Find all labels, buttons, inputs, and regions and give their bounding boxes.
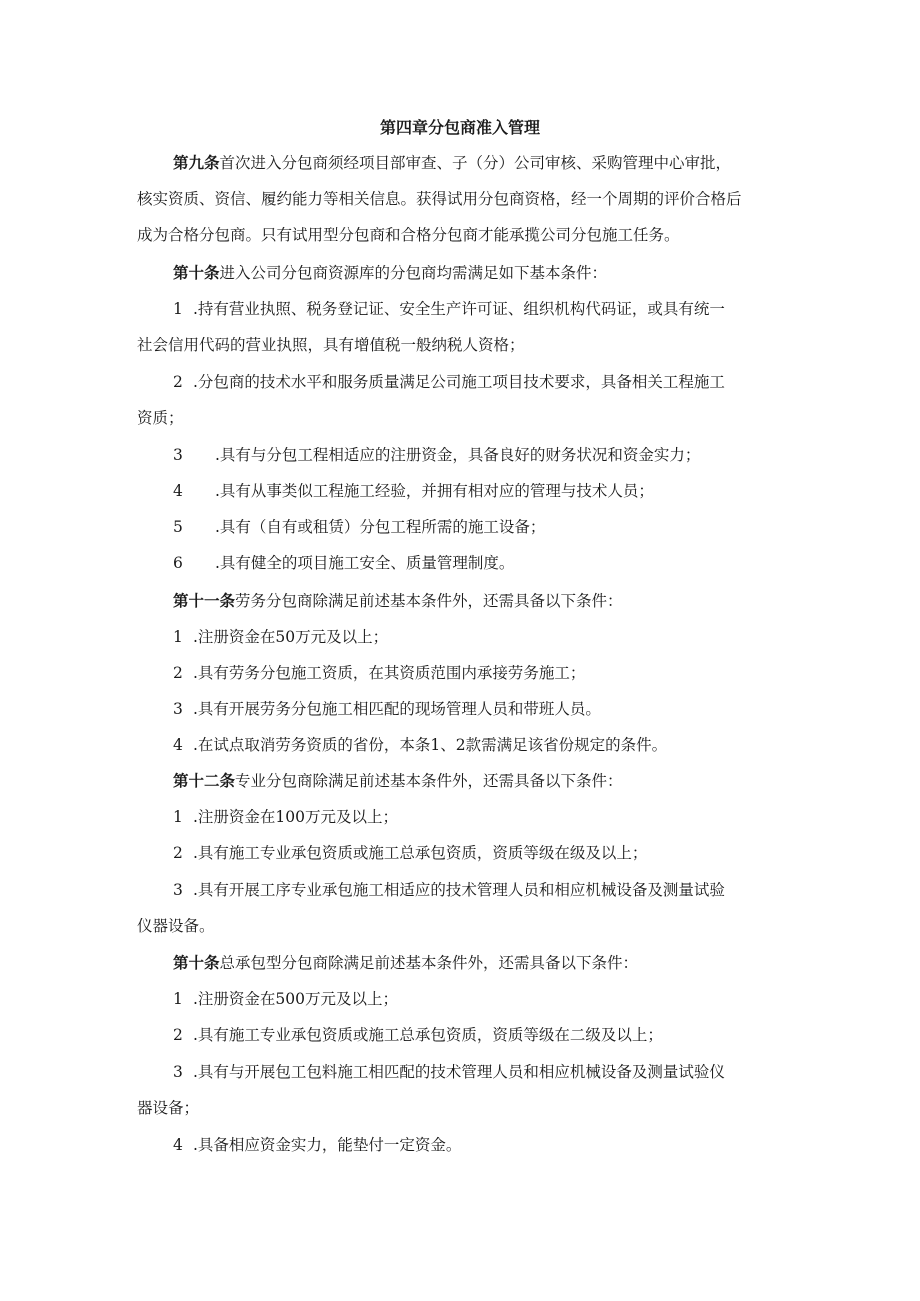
item-text: .持有营业执照、税务登记证、安全生产许可证、组织机构代码证，或具有统一	[193, 300, 725, 318]
item-text: .具有健全的项目施工安全、质量管理制度。	[215, 554, 515, 572]
article-10-item-5	[173, 516, 545, 538]
item-text: .在试点取消劳务资质的省份，本条1、2款需满足该省份规定的条件。	[193, 736, 668, 754]
item-text: .分包商的技术水平和服务质量满足公司施工项目技术要求，具备相关工程施工	[193, 373, 725, 391]
article-11-item-1	[173, 626, 388, 648]
article-11-intro	[173, 590, 623, 612]
article-10-heading: 第十条	[173, 264, 220, 282]
article-11-item-3	[173, 698, 601, 720]
article-12-heading: 第十二条	[173, 772, 236, 790]
article-13-item-3-cont: 器设备；	[137, 1099, 200, 1117]
item-number: 1	[173, 628, 183, 646]
item-number: 4	[173, 482, 183, 500]
item-number: 2	[173, 373, 183, 391]
item-text: .具有施工专业承包资质或施工总承包资质，资质等级在级及以上；	[193, 844, 648, 862]
item-text: .具有开展劳务分包施工相匹配的现场管理人员和带班人员。	[193, 700, 601, 718]
item-number: 2	[173, 844, 183, 862]
article-10-item-1	[173, 298, 725, 320]
item-text: .具有从事类似工程施工经验，并拥有相对应的管理与技术人员；	[215, 482, 654, 500]
item-text: .具备相应资金实力，能垫付一定资金。	[193, 1136, 462, 1154]
article-12-intro	[173, 770, 623, 792]
item-text: .注册资金在50万元及以上；	[193, 628, 389, 646]
article-11-text: 劳务分包商除满足前述基本条件外，还需具备以下条件：	[235, 592, 623, 610]
article-9-text: 首次进入分包商须经项目部审查、子（分）公司审核、采购管理中心审批，	[219, 154, 732, 172]
article-9-heading: 第九条	[173, 154, 220, 172]
item-number: 2	[173, 1026, 183, 1044]
article-11-item-4	[173, 734, 667, 756]
article-13-intro	[173, 952, 638, 974]
article-9-line-2: 核实资质、资信、履约能力等相关信息。获得试用分包商资格，经一个周期的评价合格后	[137, 190, 742, 208]
item-number: 1	[173, 808, 183, 826]
article-13-item-1	[173, 988, 398, 1010]
item-number: 2	[173, 664, 183, 682]
article-10-item-1-cont: 社会信用代码的营业执照，具有增值税一般纳税人资格；	[137, 336, 525, 354]
item-text: .注册资金在500万元及以上；	[193, 990, 399, 1008]
article-10-item-3	[173, 444, 700, 466]
article-10-item-6	[173, 552, 514, 574]
article-13-text: 总承包型分包商除满足前述基本条件外，还需具备以下条件：	[219, 954, 639, 972]
article-13-item-3	[173, 1061, 725, 1083]
item-text: .具有与开展包工包料施工相匹配的技术管理人员和相应机械设备及测量试验仪	[193, 1063, 725, 1081]
article-12-item-3	[173, 879, 725, 901]
article-11-item-2	[173, 662, 585, 684]
article-12-item-1	[173, 806, 398, 828]
chapter-title: 第四章分包商准入管理	[379, 118, 540, 137]
article-11-heading: 第十一条	[173, 592, 236, 610]
article-12-item-3-cont: 仪器设备。	[137, 917, 215, 935]
item-number: 3	[173, 1063, 183, 1081]
item-text: .具有施工专业承包资质或施工总承包资质，资质等级在二级及以上；	[193, 1026, 663, 1044]
article-12-item-2	[173, 842, 647, 864]
article-10-item-2-cont: 资质；	[137, 409, 184, 427]
item-number: 3	[173, 446, 183, 464]
item-number: 5	[173, 518, 183, 536]
article-9-line-1	[173, 152, 731, 174]
item-number: 4	[173, 736, 183, 754]
article-13-heading: 第十条	[173, 954, 220, 972]
article-13-item-4	[173, 1134, 461, 1156]
article-10-intro	[173, 262, 607, 284]
item-number: 1	[173, 990, 183, 1008]
article-10-item-2	[173, 371, 725, 393]
item-number: 1	[173, 300, 183, 318]
item-text: .具有（自有或租赁）分包工程所需的施工设备；	[215, 518, 546, 536]
item-number: 3	[173, 700, 183, 718]
article-12-text: 专业分包商除满足前述基本条件外，还需具备以下条件：	[235, 772, 623, 790]
item-text: .注册资金在100万元及以上；	[193, 808, 399, 826]
article-10-item-4	[173, 480, 654, 502]
item-text: .具有与分包工程相适应的注册资金，具备良好的财务状况和资金实力；	[215, 446, 701, 464]
article-13-item-2	[173, 1024, 663, 1046]
article-9-line-3: 成为合格分包商。只有试用型分包商和合格分包商才能承揽公司分包施工任务。	[137, 226, 680, 244]
item-number: 6	[173, 554, 183, 572]
article-10-text: 进入公司分包商资源库的分包商均需满足如下基本条件：	[219, 264, 608, 282]
item-number: 3	[173, 881, 183, 899]
item-number: 4	[173, 1136, 183, 1154]
item-text: .具有开展工序专业承包施工相适应的技术管理人员和相应机械设备及测量试验	[193, 881, 725, 899]
item-text: .具有劳务分包施工资质，在其资质范围内承接劳务施工；	[193, 664, 586, 682]
